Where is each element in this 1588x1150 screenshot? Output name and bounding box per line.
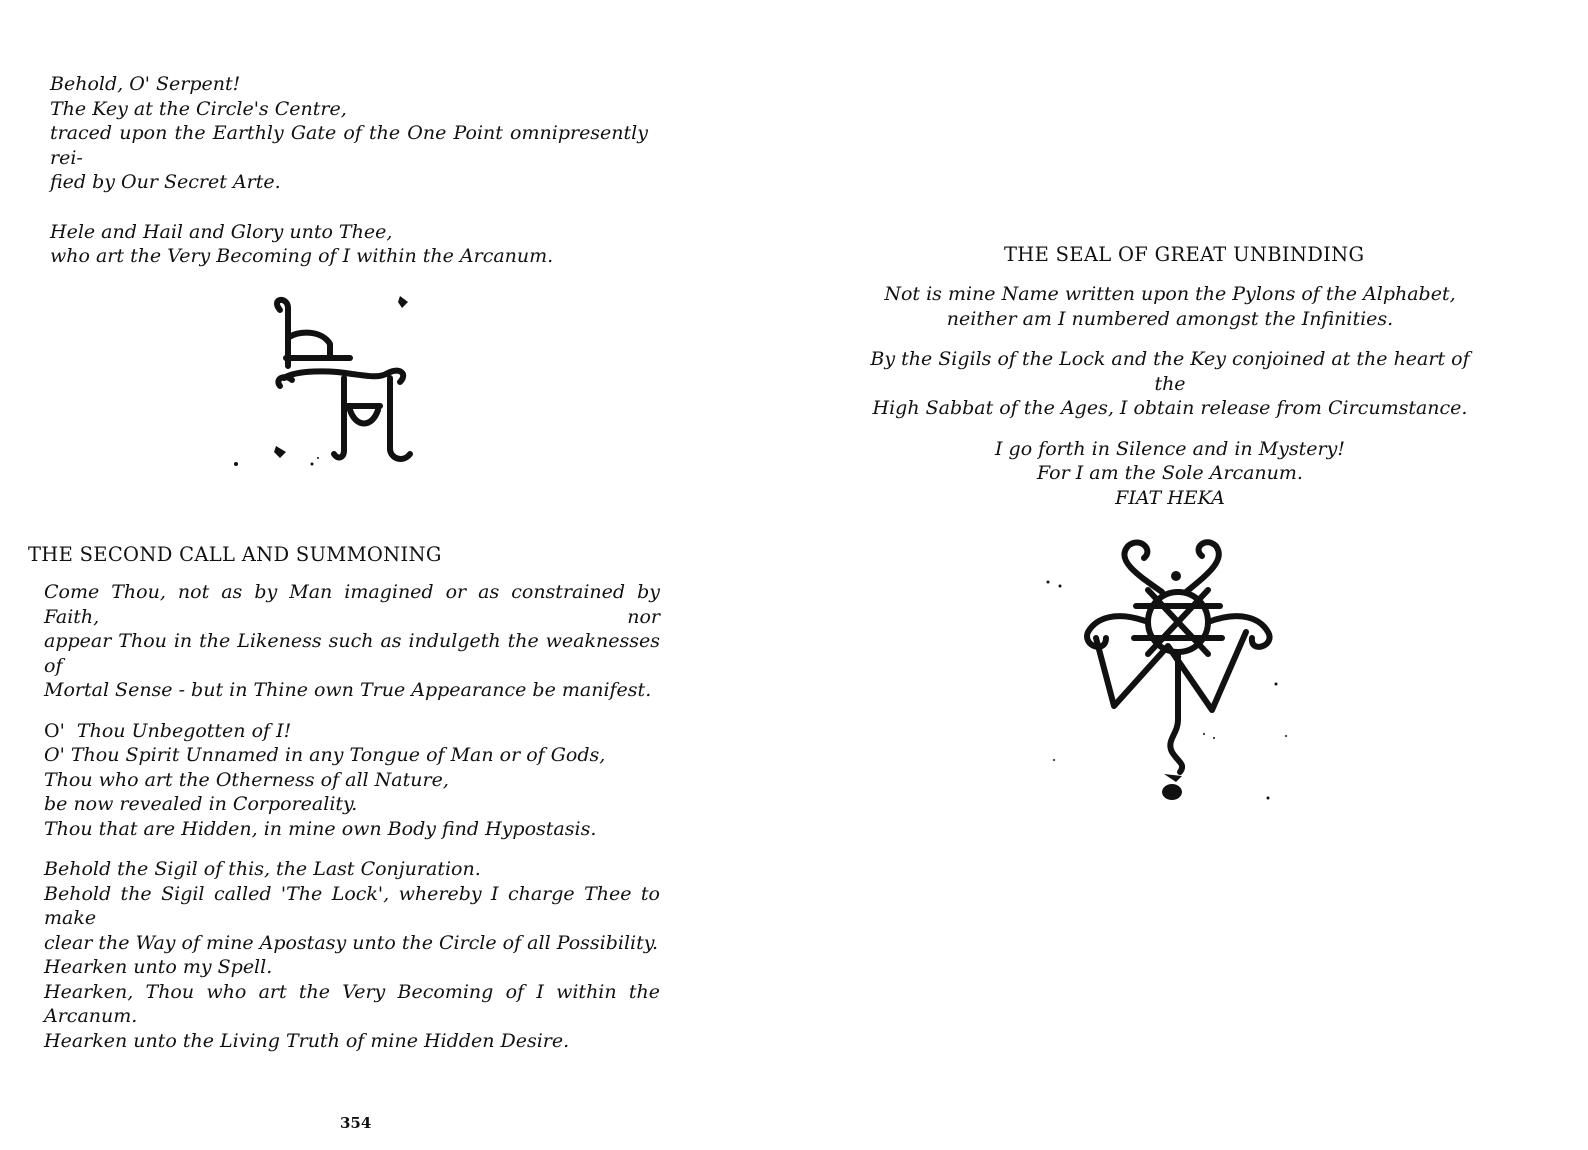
verse-line: Thou that are Hidden, in mine own Body find Hypostasis.	[44, 817, 597, 840]
verse-line: Behold, O' Serpent!	[50, 73, 241, 95]
verse-line: neither am I numbered amongst the Infinities.	[946, 307, 1394, 330]
verse-line: Not is mine Name written upon the Pylons of the Alphabet,	[884, 283, 1456, 305]
right-page	[860, 0, 1588, 1150]
seal-of-unbinding-icon	[1036, 514, 1306, 854]
left-page	[0, 0, 700, 1150]
verse-line: I go forth in Silence and in Mystery!	[995, 437, 1345, 460]
verse-line: Hearken unto my Spell.	[44, 956, 273, 978]
verse-initial: O'	[44, 719, 65, 742]
verse-line: be now revealed in Corporeality.	[44, 793, 358, 815]
verse-line: who art the Very Becoming of I within the Arcanum.	[50, 245, 554, 267]
verse-line: By the Sigils of the Lock and the Key conjoined at the heart of the	[870, 348, 1470, 395]
invocation-stanza	[50, 72, 648, 269]
seal-stanza	[860, 282, 1480, 510]
verse-line: appear Thou in the Likeness such as indulgeth the weaknesses of	[44, 630, 660, 677]
verse-line: traced upon the Earthly Gate of the One Point omnipresently rei-	[50, 122, 648, 169]
verse-line: Behold the Sigil called 'The Lock', whereby I charge Thee to make	[44, 882, 660, 929]
verse-line: Thou who art the Otherness of all Nature,	[44, 768, 449, 791]
verse-line: FIAT HEKA	[1115, 486, 1225, 509]
key-sigil-icon	[200, 278, 470, 494]
verse-line: High Sabbat of the Ages, I obtain release from Circumstance.	[872, 397, 1468, 419]
verse-line: Hearken, Thou who art the Very Becoming of I within the Arcanum.	[44, 980, 660, 1027]
verse-line: O' Thou Spirit Unnamed in any Tongue of Man or of Gods,	[44, 744, 606, 766]
verse-line: Hearken unto the Living Truth of mine Hidden Desire.	[44, 1029, 570, 1052]
second-call-stanza	[44, 580, 660, 1053]
verse-line: Hele and Hail and Glory unto Thee,	[50, 220, 393, 243]
verse-line: The Key at the Circle's Centre,	[50, 97, 347, 120]
section-title-seal: THE SEAL OF GREAT UNBINDING	[1004, 243, 1365, 266]
verse-line: fied by Our Secret Arte.	[50, 171, 281, 193]
verse-line: Mortal Sense - but in Thine own True Appearance be manifest.	[44, 679, 652, 701]
verse-line: clear the Way of mine Apostasy unto the Circle of all Possibility.	[44, 931, 659, 954]
verse-line: For I am the Sole Arcanum.	[1037, 462, 1303, 484]
verse-text: Thou Unbegotten of I!	[76, 719, 292, 742]
verse-line: Behold the Sigil of this, the Last Conjuration.	[44, 858, 481, 880]
verse-line: Come Thou, not as by Man imagined or as constrained by Faith, nor	[44, 581, 660, 628]
section-title-second-call: THE SECOND CALL AND SUMMONING	[28, 543, 442, 566]
verse-line	[44, 719, 660, 744]
page-number: 354	[340, 1114, 372, 1132]
